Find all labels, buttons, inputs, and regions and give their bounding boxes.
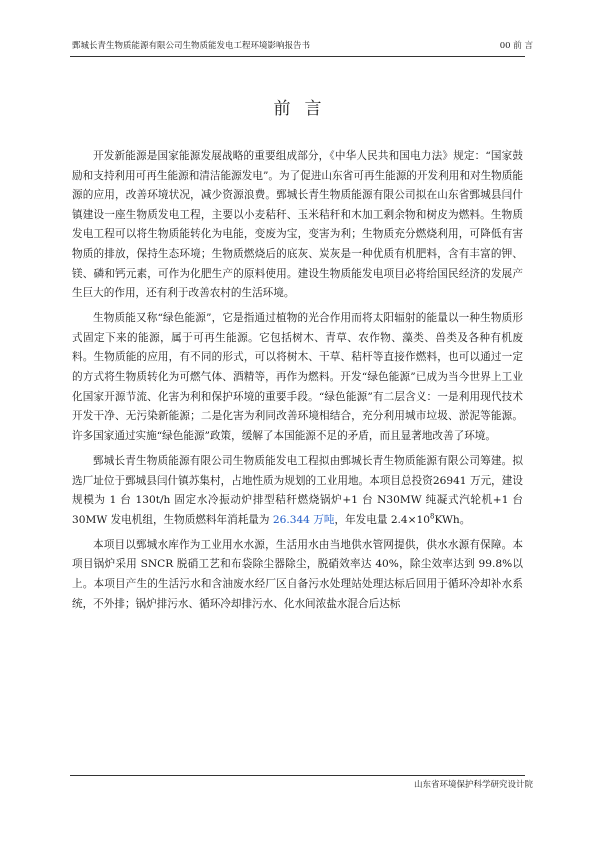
fuel-consumption-highlight: 26.344 万吨: [272, 513, 335, 526]
running-header-section: 00 前 言: [499, 41, 533, 51]
exponent: 8: [430, 512, 435, 521]
body-text: [72, 147, 523, 620]
paragraph-4: 本项目以鄄城水库作为工业用水水源，生活用水由当地供水管网提供，供水水源有保障。本项目锅炉采用 SNCR 脱硝工艺和布袋除尘器除尘，脱硝效率达 40%，除尘效率达到 99.8%以上。本项目产生的生活污水和含油废水经厂区自备污水处理站处理达标后回用于循环冷却补水系统，不外排；锅炉排污水、循环冷却排污水、化水间浓盐水混合后达标: [72, 538, 523, 610]
header-rule: [70, 56, 525, 57]
paragraph-3-text-b: ，年发电量 2.4×10: [334, 513, 431, 526]
footer-rule: [70, 775, 525, 776]
page-title: 前言: [273, 99, 336, 119]
running-footer-institute: 山东省环境保护科学研究设计院: [413, 780, 533, 790]
paragraph-2: 生物质能又称“绿色能源”，它是指通过植物的光合作用而将太阳辐射的能量以一种生物质形式固定下来的能源，属于可再生能源。它包括树木、青草、农作物、藻类、兽类及各种有机废料。生物质能的应用，有不同的形式，可以将树木、干草、秸杆等直接作燃料，也可以通过一定的方式将生物质转化为可燃气体、酒精等，再作为燃料。开发“绿色能源”已成为当今世界上工业化国家开源节流、化害为利和保护环境的重要手段。“绿色能源”有二层含义：一是利用现代技术开发干净、无污染新能源；二是化害为利同改善环境相结合，充分利用城市垃圾、淤泥等能源。许多国家通过实施“绿色能源”政策，缓解了本国能源不足的矛盾，而且显著地改善了环境。: [72, 312, 523, 442]
paragraph-1: 开发新能源是国家能源发展战略的重要组成部分，《中华人民共和国电力法》规定：“国家鼓励和支持利用可再生能源和清洁能源发电”。为了促进山东省可再生能源的开发利用和对生物质能源的应用，改善环境状况，减少资源浪费。鄄城长青生物质能源有限公司拟在山东省鄄城县闫什镇建设一座生物质发电工程，主要以小麦秸秆、玉米秸秆和木加工剩余物和树皮为燃料。生物质发电工程可以将生物质能转化为电能，变废为宝，变害为利；生物质充分燃烧利用，可降低有害物质的排放，保持生态环境；生物质燃烧后的底灰、炭灰是一种优质有机肥料，含有丰富的钾、镁、磷和钙元素，可作为化肥生产的原料使用。建设生物质能发电项目必将给国民经济的发展产生巨大的作用，还有利于改善农村的生活环境。: [72, 150, 523, 300]
paragraph-3: [72, 452, 523, 530]
paragraph-3-text-a: 鄄城长青生物质能源有限公司生物质能发电工程拟由鄄城长青生物质能源有限公司筹建。拟选厂址位于鄄城县闫什镇苏集村，占地性质为规划的工业用地。本项目总投资26941 万元，建设规模为 1 台 130t/h 固定水冷振动炉排型秸秆燃烧锅炉+1 台 N30MW 纯凝式汽轮机+1 台 30MW 发电机组，生物质燃料年消耗量为: [72, 454, 523, 526]
running-header-title: 鄄城长青生物质能源有限公司生物质能发电工程环境影响报告书: [72, 41, 311, 51]
paragraph-3-text-c: KWh。: [434, 513, 471, 526]
